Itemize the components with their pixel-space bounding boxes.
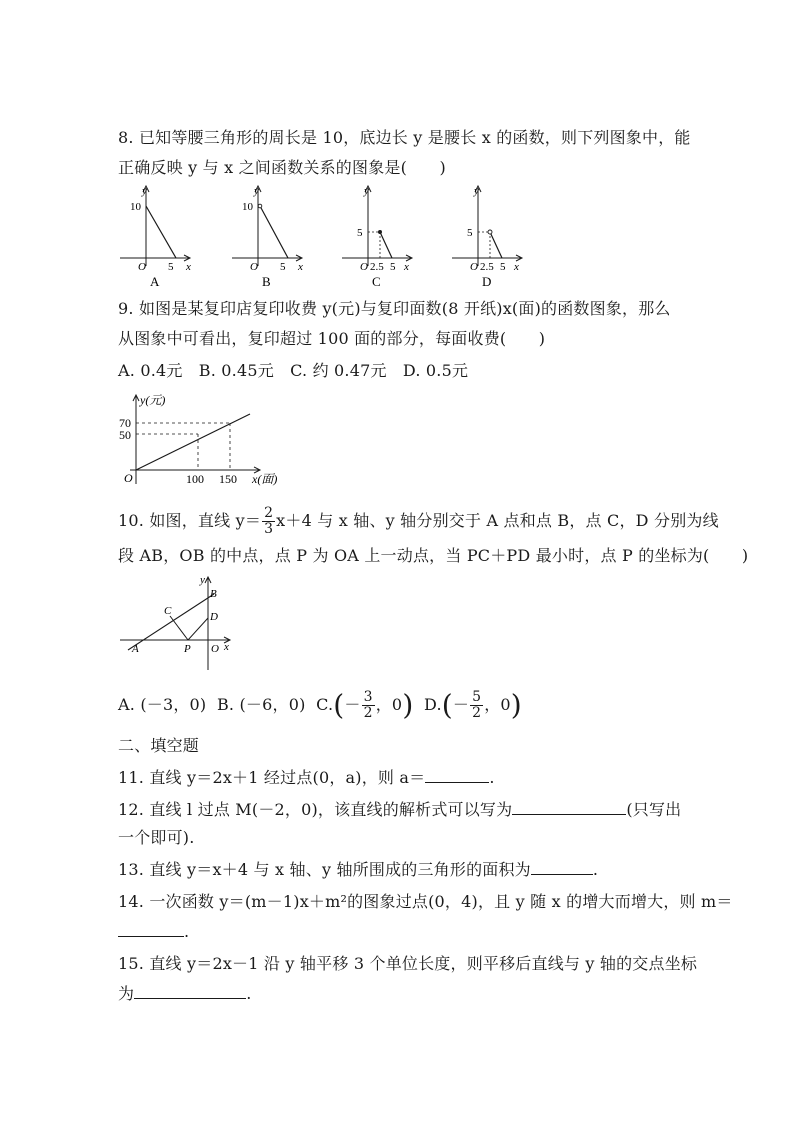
q9-x-tick-150: 150 (219, 472, 237, 486)
q10-frac-num: 2 (264, 505, 274, 521)
q9-y-tick-50: 50 (119, 428, 131, 442)
q10-figure (118, 572, 248, 672)
q12-text: 12. 直线 l 过点 M(－2，0)，该直线的解析式可以写为 (118, 800, 513, 819)
graph-a-x-axis-label: x (186, 261, 191, 273)
q10-origin: O (211, 643, 219, 655)
graph-d (452, 185, 522, 289)
q10-point-a: A (132, 643, 139, 655)
graph-c-x-axis-label: x (404, 261, 409, 273)
q14-end: . (184, 922, 190, 941)
q12-end: (只写出 (626, 800, 682, 819)
q14: 14. 一次函数 y＝(m－1)x＋m²的图象过点(0，4)，且 y 随 x 的增大而增大，则 m＝ (118, 892, 733, 911)
q10-option-b: B. (－6，0) (216, 695, 306, 714)
q10-option-c-den: 2 (363, 705, 373, 721)
q10-prefix: 10. 如图，直线 y＝ (118, 511, 262, 530)
q10-option-c-minus: － (344, 695, 361, 714)
graph-b-label: B (262, 274, 271, 289)
q10-option-c-zero: ，0 (375, 695, 403, 714)
graph-b-x-tick: 5 (280, 261, 286, 273)
q15-answer-blank[interactable] (134, 984, 246, 999)
q10-option-c (316, 688, 414, 722)
q10-option-d-prefix: D. (424, 695, 442, 714)
q10-option-c-lparen: ( (333, 688, 345, 722)
q11-answer-blank[interactable] (425, 768, 489, 783)
graph-d-x-tick-2: 5 (500, 261, 506, 273)
section-title-fill-in: 二、填空题 (118, 736, 200, 755)
q8-graphs (118, 182, 678, 292)
q9-origin: O (124, 471, 133, 485)
q13-answer-blank[interactable] (531, 860, 593, 875)
q8-line-1: 8. 已知等腰三角形的周长是 10，底边长 y 是腰长 x 的函数，则下列图象中，能 (118, 128, 691, 147)
q10-line-1 (118, 506, 719, 537)
graph-a-label: A (150, 274, 160, 289)
graph-d-label: D (482, 274, 492, 289)
q10-option-d-rparen: ) (510, 688, 522, 722)
graph-a-y-axis-label: y (142, 185, 147, 197)
graph-c-y-axis-label: y (364, 185, 369, 197)
q15: 15. 直线 y＝2x－1 沿 y 轴平移 3 个单位长度，则平移后直线与 y 轴的交点坐标 (118, 954, 698, 973)
q10-option-d (424, 688, 522, 722)
q10-fraction (262, 506, 275, 537)
q12-answer-blank[interactable] (512, 800, 626, 815)
q10-point-b: B (210, 588, 217, 600)
graph-b (232, 185, 303, 289)
graph-c (342, 185, 412, 289)
q10-option-d-minus: － (452, 695, 470, 714)
q12-line-2: 一个即可). (118, 828, 195, 847)
q10-point-p: P (184, 643, 191, 655)
graph-a-origin: O (138, 261, 146, 273)
graph-b-y-axis-label: y (254, 185, 259, 197)
graph-c-x-tick-2: 5 (390, 261, 396, 273)
q10-y-label: y (200, 574, 205, 586)
graph-d-origin: O (470, 261, 478, 273)
q10-options (118, 690, 522, 721)
graph-c-label: C (372, 274, 381, 289)
q8-line-2: 正确反映 y 与 x 之间函数关系的图象是( ) (118, 158, 446, 177)
graph-d-y-tick: 5 (467, 227, 473, 239)
q10-option-d-zero: ，0 (484, 695, 511, 714)
q14-answer-blank[interactable] (118, 922, 184, 937)
graph-c-x-tick-1: 2.5 (370, 261, 384, 273)
q9-x-tick-100: 100 (186, 472, 204, 486)
q10-option-a: A. (－3，0) (118, 695, 207, 714)
graph-a-y-tick: 10 (130, 201, 141, 213)
q9-y-tick-70: 70 (119, 416, 131, 430)
q9-options: A. 0.4元 B. 0.45元 C. 约 0.47元 D. 0.5元 (118, 361, 469, 380)
graph-b-origin: O (250, 261, 258, 273)
graph-d-x-tick-1: 2.5 (480, 261, 494, 273)
q9-line-2: 从图象中可看出，复印超过 100 面的部分，每面收费( ) (118, 329, 546, 348)
q15-line-2-text: 为 (118, 984, 135, 1003)
q11 (118, 768, 495, 788)
q13-end: . (592, 860, 599, 879)
q9-chart (118, 392, 298, 488)
graph-d-y-axis-label: y (474, 185, 479, 197)
q13 (118, 860, 598, 880)
graph-a (120, 185, 191, 289)
q10-option-d-num: 5 (472, 689, 482, 705)
q9-x-label: x(面) (252, 472, 278, 486)
q10-x-label: x (224, 641, 229, 653)
q11-end: . (489, 768, 495, 787)
q13-text: 13. 直线 y＝x＋4 与 x 轴、y 轴所围成的三角形的面积为 (118, 860, 531, 879)
q10-option-c-prefix: C. (316, 695, 334, 714)
q10-frac-den: 3 (264, 521, 274, 537)
graph-a-x-tick: 5 (168, 261, 174, 273)
q15-line-2 (118, 984, 252, 1004)
q12 (118, 800, 681, 820)
graph-c-origin: O (360, 261, 368, 273)
q14-line-2 (118, 922, 189, 942)
graph-b-x-axis-label: x (298, 261, 303, 273)
graph-c-y-tick: 5 (357, 227, 363, 239)
q10-line-2: 段 AB，OB 的中点，点 P 为 OA 上一动点，当 PC＋PD 最小时，点 P 的坐标为( ) (118, 546, 749, 565)
q10-option-d-den: 2 (472, 705, 482, 721)
q10-point-d: D (210, 611, 218, 623)
q10-option-c-num: 3 (363, 689, 373, 705)
graph-d-x-axis-label: x (514, 261, 519, 273)
q9-y-label: y(元) (140, 393, 166, 407)
q15-end: . (246, 984, 252, 1003)
q10-option-d-lparen: ( (441, 688, 453, 722)
q10-suffix: x＋4 与 x 轴、y 轴分别交于 A 点和点 B，点 C，D 分别为线 (276, 511, 719, 530)
q9-line-1: 9. 如图是某复印店复印收费 y(元)与复印面数(8 开纸)x(面)的函数图象，那么 (118, 299, 671, 318)
q10-point-c: C (164, 605, 172, 617)
graph-b-y-tick: 10 (242, 201, 253, 213)
q11-text: 11. 直线 y＝2x＋1 经过点(0，a)，则 a＝ (118, 768, 426, 787)
q10-option-c-rparen: ) (402, 688, 414, 722)
